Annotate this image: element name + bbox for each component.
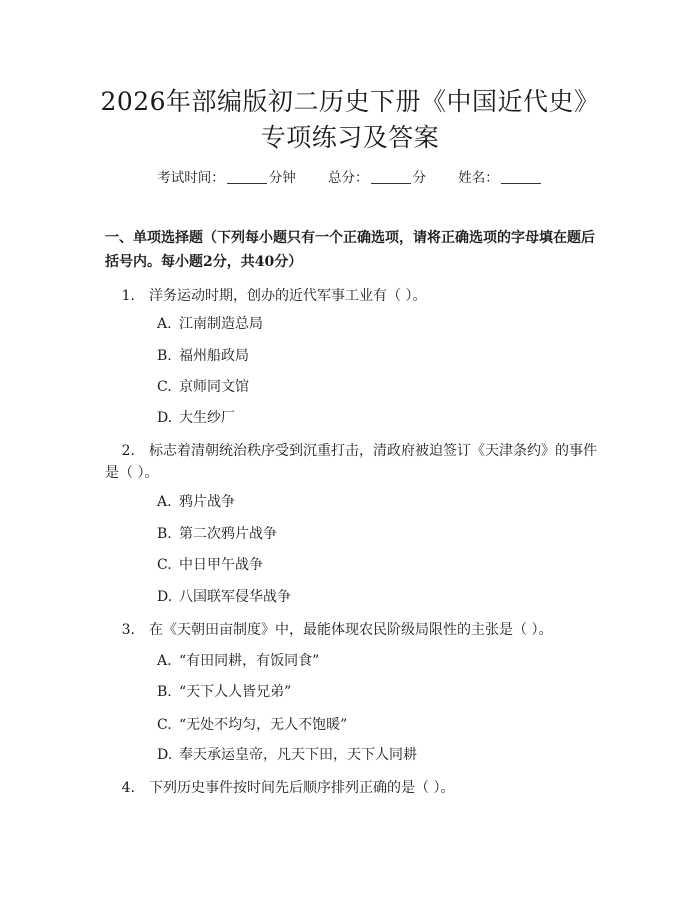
option-letter: A. xyxy=(157,316,172,332)
question-2 xyxy=(105,439,600,463)
question-text: 在《天朝田亩制度》中，最能体现农民阶级局限性的主张是（ ）。 xyxy=(149,622,553,638)
exam-time xyxy=(157,169,296,187)
option-item[interactable] xyxy=(157,492,235,512)
option-item[interactable] xyxy=(157,314,263,334)
option-text: 鸦片战争 xyxy=(179,494,235,510)
question-number: 4. xyxy=(121,780,135,796)
option-item[interactable] xyxy=(157,587,291,607)
option-text: 江南制造总局 xyxy=(179,316,263,332)
question-number: 1. xyxy=(121,288,135,304)
section-heading: 一、单项选择题（下列每小题只有一个正确选项，请将正确选项的字母填在题后括号内。每小题2分，共40分） xyxy=(105,230,595,270)
question-1 xyxy=(105,284,600,308)
exam-score-label: 总分： xyxy=(328,170,369,186)
option-letter: B. xyxy=(157,684,172,700)
option-item[interactable] xyxy=(157,524,277,544)
exam-time-unit: 分钟 xyxy=(268,170,296,186)
option-text: 奉天承运皇帝，凡天下田，天下人同耕 xyxy=(179,747,417,763)
question-3 xyxy=(105,618,600,642)
option-item[interactable] xyxy=(157,408,235,428)
option-item[interactable] xyxy=(157,346,249,366)
option-letter: B. xyxy=(157,348,172,364)
option-item[interactable] xyxy=(157,715,347,735)
question-text: 下列历史事件按时间先后顺序排列正确的是（ ）。 xyxy=(149,780,455,796)
document-title-line1: 2026年部编版初二历史下册《中国近代史》 xyxy=(100,87,600,116)
option-letter: B. xyxy=(157,526,172,542)
option-item[interactable] xyxy=(157,377,249,397)
option-letter: C. xyxy=(157,557,172,573)
exam-time-blank[interactable] xyxy=(227,170,267,184)
option-item[interactable] xyxy=(157,745,417,765)
option-text: 福州船政局 xyxy=(179,348,249,364)
option-letter: D. xyxy=(157,589,173,605)
exam-meta xyxy=(0,169,700,187)
option-text: “有田同耕，有饭同食” xyxy=(179,653,320,669)
exam-score-blank[interactable] xyxy=(371,170,411,184)
option-text: “天下人人皆兄弟” xyxy=(179,684,292,700)
exam-name xyxy=(458,169,543,187)
question-text-line1: 标志着清朝统治秩序受到沉重打击，清政府被迫签订《天津条约》的事件 xyxy=(149,443,597,459)
option-text: 八国联军侵华战争 xyxy=(179,589,291,605)
exam-time-label: 考试时间： xyxy=(157,170,225,186)
document-title-line2: 专项练习及答案 xyxy=(260,123,440,152)
option-letter: C. xyxy=(157,379,172,395)
option-letter: A. xyxy=(157,653,172,669)
question-number: 2. xyxy=(121,443,135,459)
option-text: “无处不均匀，无人不饱暖” xyxy=(179,717,348,733)
question-text: 洋务运动时期，创办的近代军事工业有（ ）。 xyxy=(149,288,427,304)
option-text: 京师同文馆 xyxy=(179,379,249,395)
question-number: 3. xyxy=(121,622,135,638)
exam-name-label: 姓名： xyxy=(458,170,499,186)
option-letter: C. xyxy=(157,717,172,733)
question-text-line2: 是（ ）。 xyxy=(105,465,159,481)
option-item[interactable] xyxy=(157,651,319,671)
option-letter: D. xyxy=(157,747,173,763)
option-letter: A. xyxy=(157,494,172,510)
option-text: 第二次鸦片战争 xyxy=(179,526,277,542)
option-item[interactable] xyxy=(157,555,263,575)
exam-score xyxy=(328,169,426,187)
exam-score-unit: 分 xyxy=(412,170,426,186)
exam-name-blank[interactable] xyxy=(501,170,541,184)
question-4 xyxy=(105,776,600,800)
option-item[interactable] xyxy=(157,682,291,702)
option-text: 中日甲午战争 xyxy=(179,557,263,573)
question-2-continued xyxy=(105,461,600,485)
option-text: 大生纱厂 xyxy=(179,410,235,426)
option-letter: D. xyxy=(157,410,173,426)
